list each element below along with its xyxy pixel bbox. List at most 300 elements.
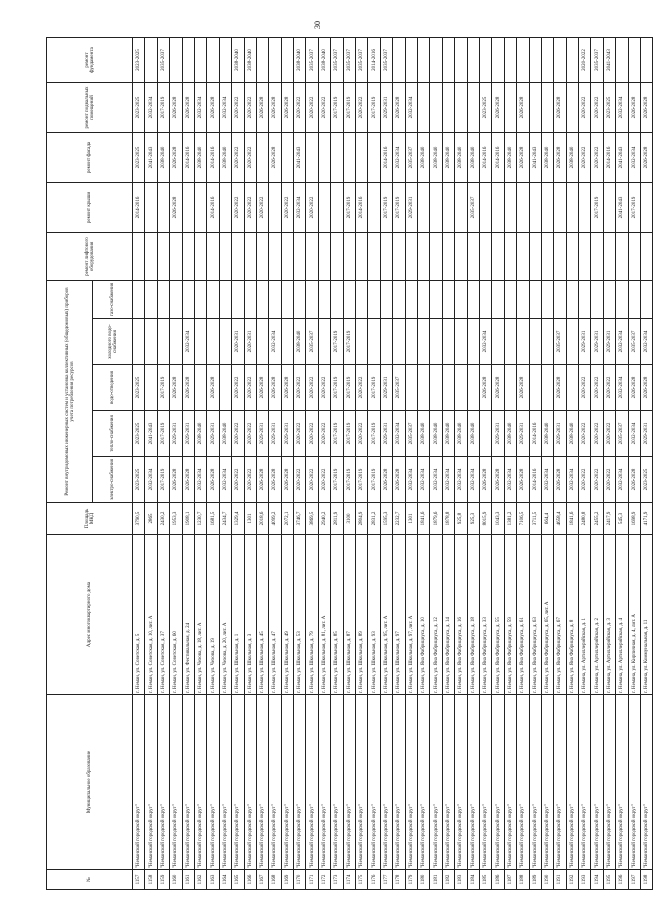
row-sewerage-years: 2026-2028 <box>256 365 268 411</box>
row-roof-years <box>417 182 429 232</box>
row-elevator-years <box>306 232 318 280</box>
row-heating-years: 2035-2037 <box>616 411 628 457</box>
row-gas-years <box>331 280 343 318</box>
row-municipality: "Неманский городской округ" <box>368 695 380 870</box>
row-address: г. Неман, ул. Советская, д. 10, лит. А <box>145 535 157 695</box>
row-address: г. Немана, ул. Коммунальная, д. 11 <box>641 535 653 695</box>
row-municipality: "Неманский городской округ" <box>256 695 268 870</box>
row-area: 2232,7 <box>393 503 405 535</box>
row-foundation-years: 2035-2037 <box>157 37 169 82</box>
row-address: г. Немана, ул. Артиллерийская, д. 3 <box>603 535 615 695</box>
row-sewerage-years <box>219 365 231 411</box>
row-heating-years: 2029-2031 <box>641 411 653 457</box>
row-municipality: "Неманский городской округ" <box>281 695 293 870</box>
row-basement-years: 2020-2022 <box>318 82 330 132</box>
table-row <box>306 37 318 889</box>
row-number: 1192 <box>566 870 578 890</box>
row-foundation-years <box>281 37 293 82</box>
row-municipality: "Неманский городской округ" <box>145 695 157 870</box>
row-electricity-years: 2032-2034 <box>566 457 578 503</box>
row-municipality: "Неманский городской округ" <box>517 695 529 870</box>
row-sewerage-years: 2026-2028 <box>170 365 182 411</box>
row-roof-years: 2020-2022 <box>244 182 256 232</box>
row-area: 1698,9 <box>628 503 640 535</box>
row-electricity-years: 2026-2028 <box>170 457 182 503</box>
row-municipality: "Неманский городской округ" <box>479 695 491 870</box>
row-number: 1194 <box>591 870 603 890</box>
row-foundation-years <box>517 37 529 82</box>
row-roof-years: 2017-2019 <box>393 182 405 232</box>
table-row <box>442 37 454 889</box>
row-facade-years: 2014-2016 <box>182 132 194 182</box>
row-sewerage-years: 2029-2031 <box>380 365 392 411</box>
row-gas-years <box>529 280 541 318</box>
row-heating-years <box>479 411 491 457</box>
row-heating-years: 2029-2031 <box>256 411 268 457</box>
row-area: 1230,7 <box>194 503 206 535</box>
row-cold-water-years <box>405 319 417 365</box>
row-foundation-years: 2038-2040 <box>318 37 330 82</box>
row-cold-water-years <box>504 319 516 365</box>
row-electricity-years: 2020-2022 <box>232 457 244 503</box>
row-electricity-years: 2026-2028 <box>182 457 194 503</box>
row-facade-years <box>356 132 368 182</box>
row-basement-years: 2032-2034 <box>405 82 417 132</box>
row-municipality: "Неманский городской округ" <box>133 695 145 870</box>
row-foundation-years <box>219 37 231 82</box>
row-electricity-years: 2032-2034 <box>430 457 442 503</box>
row-number: 1170 <box>294 870 306 890</box>
row-cold-water-years <box>219 319 231 365</box>
row-gas-years <box>380 280 392 318</box>
row-electricity-years: 2020-2022 <box>579 457 591 503</box>
row-elevator-years <box>591 232 603 280</box>
table-row <box>579 37 591 889</box>
table-row <box>294 37 306 889</box>
row-elevator-years <box>467 232 479 280</box>
row-basement-years: 2023-2025 <box>133 82 145 132</box>
table-row <box>356 37 368 889</box>
row-number: 1184 <box>467 870 479 890</box>
row-foundation-years <box>393 37 405 82</box>
row-facade-years <box>368 132 380 182</box>
row-roof-years <box>603 182 615 232</box>
row-address: г. Неман, ул. Яна Фабрициуса, д. 8 <box>566 535 578 695</box>
row-electricity-years: 2026-2028 <box>256 457 268 503</box>
row-electricity-years: 2026-2028 <box>517 457 529 503</box>
row-facade-years: 2038-2040 <box>566 132 578 182</box>
row-basement-years <box>529 82 541 132</box>
row-cold-water-years: 2029-2031 <box>579 319 591 365</box>
row-municipality: "Неманский городской округ" <box>529 695 541 870</box>
row-facade-years: 2035-2037 <box>405 132 417 182</box>
row-gas-years <box>641 280 653 318</box>
row-facade-years: 2038-2040 <box>467 132 479 182</box>
row-elevator-years <box>269 232 281 280</box>
row-address: г. Немана, ул. Артиллерийская, д. 2 <box>591 535 603 695</box>
row-address: г. Неман, ул. Школьная, д. 97 <box>393 535 405 695</box>
row-electricity-years: 2032-2034 <box>455 457 467 503</box>
row-address: г. Неман, ул. Чехова, д. 20, лит. А <box>219 535 231 695</box>
row-sewerage-years <box>541 365 553 411</box>
row-municipality: "Неманский городской округ" <box>405 695 417 870</box>
row-gas-years <box>566 280 578 318</box>
row-heating-years: 2017-2019 <box>343 411 355 457</box>
row-area: 925,8 <box>455 503 467 535</box>
row-municipality: "Неманский городской округ" <box>467 695 479 870</box>
row-municipality: "Неманский городской округ" <box>566 695 578 870</box>
row-foundation-years <box>256 37 268 82</box>
row-municipality: "Неманский городской округ" <box>157 695 169 870</box>
row-heating-years: 2038-2040 <box>219 411 231 457</box>
row-heating-years: 2038-2040 <box>417 411 429 457</box>
row-elevator-years <box>219 232 231 280</box>
row-elevator-years <box>331 232 343 280</box>
row-gas-years <box>269 280 281 318</box>
row-cold-water-years <box>455 319 467 365</box>
row-area: 1953,3 <box>170 503 182 535</box>
row-facade-years: 2038-2040 <box>541 132 553 182</box>
table-row <box>343 37 355 889</box>
row-facade-years: 2026-2028 <box>517 132 529 182</box>
row-gas-years <box>479 280 491 318</box>
row-roof-years: 2032-2034 <box>294 182 306 232</box>
row-address: г. Неман, ул. Школьная, д. 87 <box>343 535 355 695</box>
row-sewerage-years: 2026-2028 <box>628 365 640 411</box>
row-number: 1172 <box>318 870 330 890</box>
row-gas-years <box>492 280 504 318</box>
row-roof-years <box>157 182 169 232</box>
row-foundation-years <box>182 37 194 82</box>
row-elevator-years <box>616 232 628 280</box>
row-facade-years: 2026-2028 <box>554 132 566 182</box>
table-row <box>479 37 491 889</box>
header-address: Адрес многоквартирного дома <box>47 535 133 695</box>
row-area: 2417,9 <box>603 503 615 535</box>
row-address: г. Неман, ул. Советская, д. 60 <box>170 535 182 695</box>
row-foundation-years <box>467 37 479 82</box>
row-number: 1182 <box>442 870 454 890</box>
row-number: 1160 <box>170 870 182 890</box>
row-area: 2831,2 <box>368 503 380 535</box>
row-address: г. Неман, ул. Яна Фабрициуса, д. 63 <box>529 535 541 695</box>
row-heating-years: 2029-2031 <box>207 411 219 457</box>
row-cold-water-years: 2035-2037 <box>554 319 566 365</box>
row-number: 1186 <box>492 870 504 890</box>
header-electricity: электро-снабжения <box>93 457 133 503</box>
row-area: 4171,9 <box>641 503 653 535</box>
row-basement-years: 2023-2025 <box>479 82 491 132</box>
row-heating-years: 2014-2016 <box>529 411 541 457</box>
row-cold-water-years <box>256 319 268 365</box>
header-no: № <box>47 870 133 890</box>
row-gas-years <box>157 280 169 318</box>
row-elevator-years <box>281 232 293 280</box>
row-electricity-years: 2026-2028 <box>554 457 566 503</box>
row-area: 2072,1 <box>281 503 293 535</box>
row-elevator-years <box>430 232 442 280</box>
row-basement-years: 2029-2031 <box>380 82 392 132</box>
row-area: 2455,2 <box>591 503 603 535</box>
row-facade-years <box>343 132 355 182</box>
row-elevator-years <box>194 232 206 280</box>
row-roof-years <box>269 182 281 232</box>
row-roof-years: 2026-2028 <box>170 182 182 232</box>
row-number: 1179 <box>405 870 417 890</box>
row-foundation-years <box>442 37 454 82</box>
row-address: г. Неман, ул. Школьная, д. 79 <box>306 535 318 695</box>
row-foundation-years <box>417 37 429 82</box>
row-heating-years: 2029-2031 <box>380 411 392 457</box>
row-cold-water-years: 2017-2019 <box>331 319 343 365</box>
row-sewerage-years <box>529 365 541 411</box>
row-foundation-years <box>269 37 281 82</box>
row-foundation-years: 2035-2037 <box>356 37 368 82</box>
row-gas-years <box>616 280 628 318</box>
row-number: 1183 <box>455 870 467 890</box>
row-elevator-years <box>641 232 653 280</box>
row-basement-years: 2026-2028 <box>641 82 653 132</box>
row-address: г. Неман, ул. Школьная, д. 45 <box>256 535 268 695</box>
table-row <box>641 37 653 889</box>
row-basement-years: 2032-2034 <box>145 82 157 132</box>
row-facade-years: 2041-2043 <box>529 132 541 182</box>
row-basement-years: 2026-2028 <box>554 82 566 132</box>
row-gas-years <box>541 280 553 318</box>
row-address: г. Неман, ул. Яна Фабрициуса, д. 14 <box>442 535 454 695</box>
row-sewerage-years <box>194 365 206 411</box>
row-number: 1181 <box>430 870 442 890</box>
row-area: 1043,3 <box>492 503 504 535</box>
row-address: г. Неман, ул. Школьная, д. 47 <box>269 535 281 695</box>
row-roof-years: 2014-2016 <box>356 182 368 232</box>
row-foundation-years <box>616 37 628 82</box>
row-elevator-years <box>368 232 380 280</box>
row-heating-years: 2023-2025 <box>133 411 145 457</box>
row-address: г. Неман, ул. Яна Фабрициуса, д. 65, лит. А <box>541 535 553 695</box>
header-foundation: ремонт фундамента <box>47 37 133 82</box>
row-electricity-years: 2026-2028 <box>628 457 640 503</box>
row-gas-years <box>182 280 194 318</box>
row-roof-years <box>566 182 578 232</box>
row-basement-years: 2020-2022 <box>356 82 368 132</box>
row-area: 2434,7 <box>219 503 231 535</box>
table-rotation-wrapper <box>46 38 650 890</box>
row-number: 1168 <box>269 870 281 890</box>
row-municipality: "Неманский городской округ" <box>194 695 206 870</box>
row-roof-years: 2017-2019 <box>591 182 603 232</box>
row-heating-years: 2041-2043 <box>145 411 157 457</box>
row-number: 1166 <box>244 870 256 890</box>
row-basement-years: 2026-2028 <box>182 82 194 132</box>
row-electricity-years: 2026-2028 <box>269 457 281 503</box>
table-row <box>517 37 529 889</box>
row-cold-water-years <box>356 319 368 365</box>
row-address: г. Неман, ул. Школьная, д. 95, лит. А <box>380 535 392 695</box>
row-municipality: "Неманский городской округ" <box>616 695 628 870</box>
row-area: 664,4 <box>541 503 553 535</box>
header-area: Площадь МКД <box>47 503 133 535</box>
row-heating-years: 2038-2040 <box>442 411 454 457</box>
row-foundation-years: 2035-2037 <box>591 37 603 82</box>
row-roof-years: 2020-2022 <box>281 182 293 232</box>
row-address: г. Неман, ул. Школьная, д. 93 <box>368 535 380 695</box>
table-row <box>207 37 219 889</box>
row-sewerage-years: 2020-2022 <box>579 365 591 411</box>
row-area: 3746,7 <box>294 503 306 535</box>
row-foundation-years: 2041-2043 <box>603 37 615 82</box>
row-foundation-years: 2035-2037 <box>343 37 355 82</box>
table-row <box>504 37 516 889</box>
row-gas-years <box>579 280 591 318</box>
row-facade-years: 2038-2040 <box>194 132 206 182</box>
row-foundation-years <box>641 37 653 82</box>
row-basement-years: 2017-2019 <box>331 82 343 132</box>
header-engineering-systems: Ремонт внутридомовых инженерных систем и установка коллективных (общедомовых) приборов учета потребления ресурсов <box>47 280 93 502</box>
row-facade-years <box>331 132 343 182</box>
row-sewerage-years: 2026-2028 <box>269 365 281 411</box>
row-municipality: "Неманский городской округ" <box>442 695 454 870</box>
row-number: 1159 <box>157 870 169 890</box>
row-municipality: "Неманский городской округ" <box>219 695 231 870</box>
row-sewerage-years <box>504 365 516 411</box>
row-area: 3790,5 <box>133 503 145 535</box>
table-row <box>455 37 467 889</box>
row-municipality: "Неманский городской округ" <box>294 695 306 870</box>
table-row <box>256 37 268 889</box>
row-elevator-years <box>318 232 330 280</box>
row-area: 1878,8 <box>442 503 454 535</box>
row-roof-years: 2020-2022 <box>306 182 318 232</box>
row-municipality: "Неманский городской округ" <box>393 695 405 870</box>
row-gas-years <box>467 280 479 318</box>
row-municipality: "Неманский городской округ" <box>455 695 467 870</box>
row-foundation-years <box>504 37 516 82</box>
row-foundation-years: 2035-2037 <box>331 37 343 82</box>
table-row <box>417 37 429 889</box>
row-heating-years: 2020-2022 <box>232 411 244 457</box>
row-number: 1193 <box>579 870 591 890</box>
row-sewerage-years: 2026-2028 <box>281 365 293 411</box>
row-elevator-years <box>133 232 145 280</box>
row-gas-years <box>281 280 293 318</box>
row-roof-years <box>182 182 194 232</box>
row-address: г. Неман, ул. Чехова, д. 18, лит. А <box>194 535 206 695</box>
row-foundation-years: 2014-2016 <box>368 37 380 82</box>
row-municipality: "Неманский городской округ" <box>380 695 392 870</box>
row-gas-years <box>517 280 529 318</box>
row-basement-years: 2026-2028 <box>393 82 405 132</box>
row-foundation-years <box>207 37 219 82</box>
row-area: 3711,5 <box>529 503 541 535</box>
row-elevator-years <box>529 232 541 280</box>
row-roof-years <box>641 182 653 232</box>
row-roof-years: 2014-2016 <box>133 182 145 232</box>
row-gas-years <box>504 280 516 318</box>
row-number: 1197 <box>628 870 640 890</box>
row-basement-years: 2026-2028 <box>269 82 281 132</box>
row-address: г. Неман, ул. Яна Фабрициуса, д. 33 <box>479 535 491 695</box>
row-heating-years: 2038-2040 <box>566 411 578 457</box>
row-electricity-years: 2023-2025 <box>641 457 653 503</box>
row-cold-water-years <box>281 319 293 365</box>
row-roof-years <box>541 182 553 232</box>
row-electricity-years: 2017-2019 <box>356 457 368 503</box>
row-heating-years: 2038-2040 <box>430 411 442 457</box>
row-address: г. Неман, ул. Яна Фабрициуса, д. 67 <box>554 535 566 695</box>
row-number: 1164 <box>219 870 231 890</box>
row-area: 2811,9 <box>331 503 343 535</box>
row-address: г. Неман, ул. Яна Фабрициуса, д. 55 <box>492 535 504 695</box>
row-number: 1162 <box>194 870 206 890</box>
row-elevator-years <box>417 232 429 280</box>
row-cold-water-years <box>133 319 145 365</box>
row-cold-water-years: 2020-2031 <box>244 319 256 365</box>
row-gas-years <box>207 280 219 318</box>
row-gas-years <box>294 280 306 318</box>
row-gas-years <box>554 280 566 318</box>
row-basement-years: 2017-2019 <box>343 82 355 132</box>
row-area: 4099,2 <box>269 503 281 535</box>
row-basement-years: 2026-2028 <box>628 82 640 132</box>
row-basement-years <box>455 82 467 132</box>
row-facade-years: 2038-2040 <box>417 132 429 182</box>
row-facade-years: 2038-2040 <box>157 132 169 182</box>
row-municipality: "Неманский городской округ" <box>579 695 591 870</box>
row-sewerage-years: 2032-2034 <box>616 365 628 411</box>
row-number: 1188 <box>517 870 529 890</box>
row-address: г. Неман, ул. Яна Фабрициуса, д. 12 <box>430 535 442 695</box>
row-sewerage-years <box>455 365 467 411</box>
row-elevator-years <box>145 232 157 280</box>
row-address: г. Немана, ул. Артиллерийская, д. 4 <box>616 535 628 695</box>
row-municipality: "Неманский городской округ" <box>232 695 244 870</box>
row-foundation-years <box>566 37 578 82</box>
row-foundation-years <box>479 37 491 82</box>
table-row <box>529 37 541 889</box>
page-number: 30 <box>313 21 322 29</box>
row-cold-water-years <box>170 319 182 365</box>
row-cold-water-years <box>368 319 380 365</box>
row-facade-years: 2023-2025 <box>133 132 145 182</box>
row-gas-years <box>405 280 417 318</box>
row-address: г. Неман, ул. Чехова, д. 19 <box>207 535 219 695</box>
table-row <box>145 37 157 889</box>
row-cold-water-years <box>529 319 541 365</box>
row-number: 1190 <box>541 870 553 890</box>
table-row <box>554 37 566 889</box>
row-number: 1180 <box>417 870 429 890</box>
row-roof-years <box>318 182 330 232</box>
row-number: 1174 <box>343 870 355 890</box>
row-electricity-years: 2026-2028 <box>281 457 293 503</box>
row-address: г. Неман, ул. Школьная, д. 97, лит. А <box>405 535 417 695</box>
row-roof-years: 2017-2019 <box>380 182 392 232</box>
row-basement-years <box>430 82 442 132</box>
row-area: 1595,3 <box>380 503 392 535</box>
row-gas-years <box>318 280 330 318</box>
row-elevator-years <box>343 232 355 280</box>
row-foundation-years <box>455 37 467 82</box>
row-electricity-years: 2032-2034 <box>467 457 479 503</box>
row-basement-years <box>467 82 479 132</box>
row-basement-years <box>442 82 454 132</box>
row-heating-years: 2017-2019 <box>157 411 169 457</box>
row-area: 1681,5 <box>207 503 219 535</box>
row-elevator-years <box>479 232 491 280</box>
row-elevator-years <box>554 232 566 280</box>
row-facade-years: 2014-2016 <box>492 132 504 182</box>
